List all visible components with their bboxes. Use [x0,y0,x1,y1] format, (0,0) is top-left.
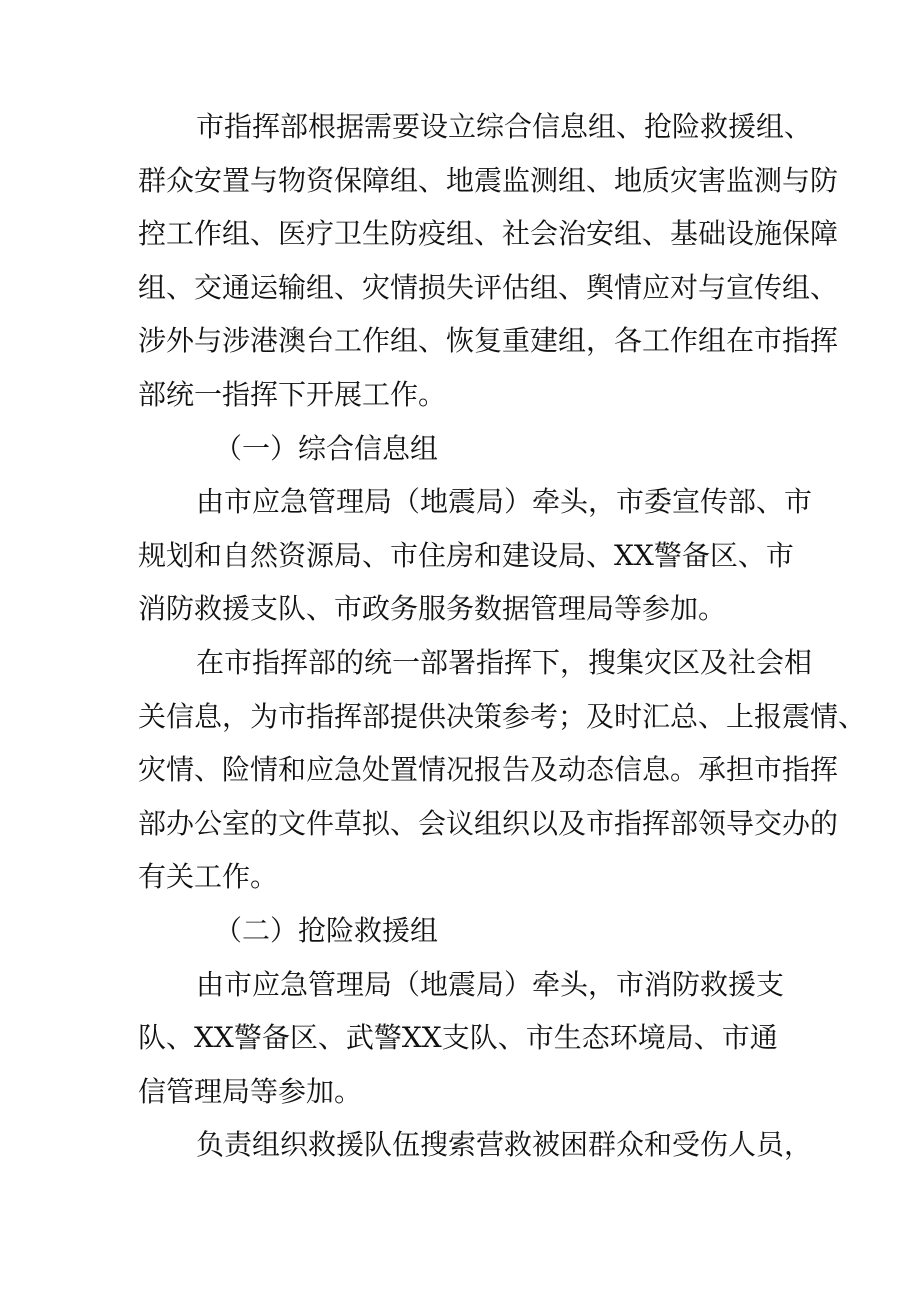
paragraph-line: 灾情、险情和应急处置情况报告及动态信息。承担市指挥 [138,753,839,787]
paragraph-line: 规划和自然资源局、市住房和建设局、XX警备区、市 [138,538,794,572]
paragraph-line: 在市指挥部的统一部署指挥下，搜集灾区及社会相 [196,645,813,679]
paragraph-line: 部统一指挥下开展工作。 [138,377,447,411]
paragraph-line: 由市应急管理局（地震局）牵头，市消防救援支 [196,967,785,1001]
document-body [138,100,867,1172]
paragraph-line: 关信息，为市指挥部提供决策参考；及时汇总、上报震情、 [138,699,867,733]
paragraph-line: 负责组织救援队伍搜索营救被困群众和受伤人员， [196,1128,813,1162]
paragraph-line: 群众安置与物资保障组、地震监测组、地质灾害监测与防 [138,163,839,197]
paragraph-line: 控工作组、医疗卫生防疫组、社会治安组、基础设施保障 [138,217,839,251]
paragraph-line: 涉外与涉港澳台工作组、恢复重建组，各工作组在市指挥 [138,324,839,358]
paragraph-line: 消防救援支队、市政务服务数据管理局等参加。 [138,592,727,626]
paragraph-line: 有关工作。 [138,860,279,894]
paragraph-line: 队、XX警备区、武警XX支队、市生态环境局、市通 [138,1021,778,1055]
paragraph-line: 市指挥部根据需要设立综合信息组、抢险救援组、 [196,110,813,143]
section-heading-1: （一）综合信息组 [214,431,439,465]
paragraph-line: 信管理局等参加。 [138,1074,363,1108]
paragraph-line: 由市应急管理局（地震局）牵头，市委宣传部、市 [196,485,813,519]
paragraph-line: 组、交通运输组、灾情损失评估组、舆情应对与宣传组、 [138,270,839,304]
section-heading-2: （二）抢险救援组 [214,913,439,947]
paragraph-line: 部办公室的文件草拟、会议组织以及市指挥部领导交办的 [138,806,839,840]
